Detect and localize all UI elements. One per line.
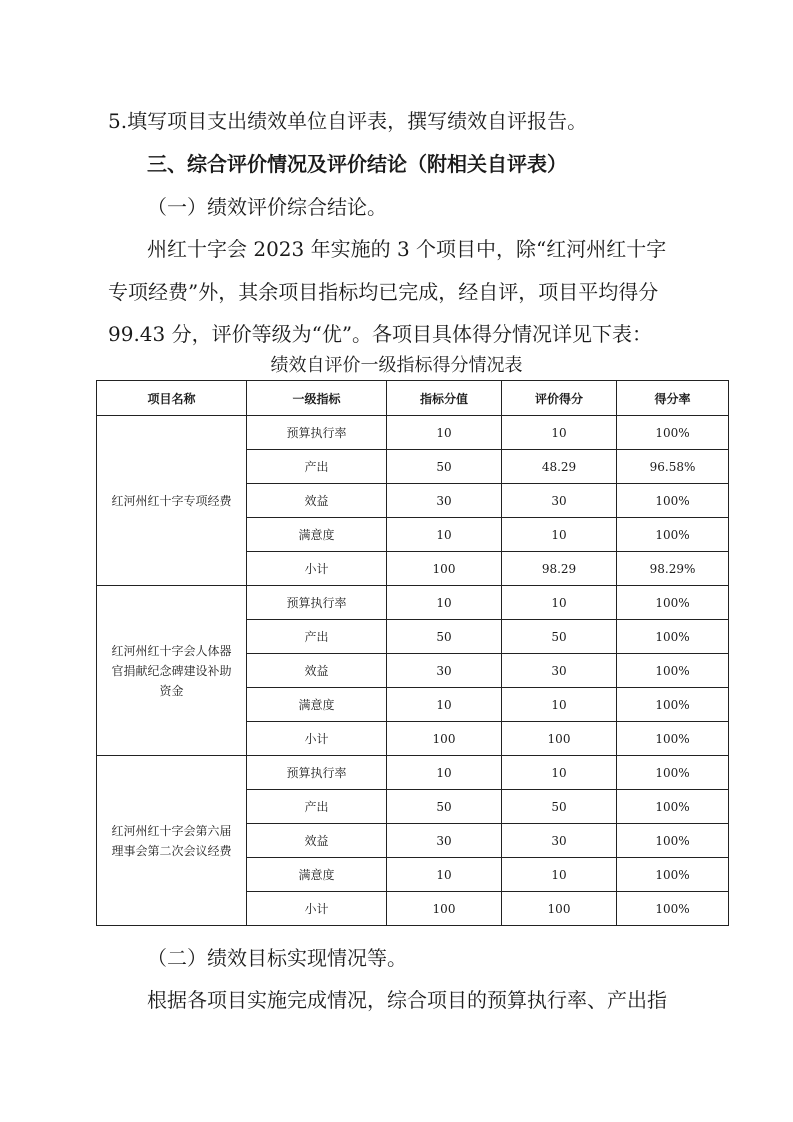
indicator-cell: 产出 bbox=[247, 450, 387, 484]
score-rate-cell: 100% bbox=[617, 620, 729, 654]
table-row bbox=[97, 756, 729, 790]
score-rate-cell: 98.29% bbox=[617, 552, 729, 586]
indicator-cell: 预算执行率 bbox=[247, 416, 387, 450]
score-value-cell: 30 bbox=[387, 654, 502, 688]
project-name-cell bbox=[97, 586, 247, 756]
score-rate-cell: 100% bbox=[617, 688, 729, 722]
indicator-cell: 小计 bbox=[247, 892, 387, 926]
header-score-rate: 得分率 bbox=[617, 381, 729, 416]
score-value-cell: 10 bbox=[387, 688, 502, 722]
eval-score-cell: 100 bbox=[502, 722, 617, 756]
score-rate-cell: 100% bbox=[617, 586, 729, 620]
eval-score-cell: 10 bbox=[502, 858, 617, 892]
indicator-cell: 满意度 bbox=[247, 688, 387, 722]
eval-score-cell: 48.29 bbox=[502, 450, 617, 484]
indicator-cell: 效益 bbox=[247, 654, 387, 688]
score-value-cell: 30 bbox=[387, 824, 502, 858]
score-value-cell: 10 bbox=[387, 518, 502, 552]
indicator-cell: 小计 bbox=[247, 722, 387, 756]
header-indicator: 一级指标 bbox=[247, 381, 387, 416]
eval-score-cell: 10 bbox=[502, 688, 617, 722]
conclusion-paragraph-line-2: 专项经费”外，其余项目指标均已完成，经自评，项目平均得分 bbox=[108, 280, 659, 304]
project-name-line: 官捐献纪念碑建设补助 bbox=[111, 663, 232, 678]
score-rate-cell: 100% bbox=[617, 484, 729, 518]
indicator-cell: 效益 bbox=[247, 484, 387, 518]
score-value-cell: 100 bbox=[387, 552, 502, 586]
score-rate-cell: 100% bbox=[617, 756, 729, 790]
score-value-cell: 100 bbox=[387, 892, 502, 926]
eval-score-cell: 30 bbox=[502, 654, 617, 688]
indicator-cell: 效益 bbox=[247, 824, 387, 858]
subsection-heading-1: （一）绩效评价综合结论。 bbox=[147, 195, 387, 219]
header-score-value: 指标分值 bbox=[387, 381, 502, 416]
score-value-cell: 10 bbox=[387, 416, 502, 450]
indicator-cell: 满意度 bbox=[247, 518, 387, 552]
eval-score-cell: 10 bbox=[502, 416, 617, 450]
section-heading-3: 三、综合评价情况及评价结论（附相关自评表） bbox=[147, 152, 567, 176]
table-row bbox=[97, 416, 729, 450]
score-value-cell: 100 bbox=[387, 722, 502, 756]
table-caption: 绩效自评价一级指标得分情况表 bbox=[270, 355, 523, 376]
conclusion-paragraph-line-1: 州红十字会 2023 年实施的 3 个项目中，除“红河州红十字 bbox=[147, 237, 667, 261]
project-name-line: 理事会第二次会议经费 bbox=[111, 843, 232, 858]
header-project-name: 项目名称 bbox=[97, 381, 247, 416]
indicator-cell: 预算执行率 bbox=[247, 586, 387, 620]
score-rate-cell: 100% bbox=[617, 824, 729, 858]
eval-score-cell: 10 bbox=[502, 586, 617, 620]
score-value-cell: 30 bbox=[387, 484, 502, 518]
project-name-cell bbox=[97, 416, 247, 586]
eval-score-cell: 98.29 bbox=[502, 552, 617, 586]
indicator-cell: 预算执行率 bbox=[247, 756, 387, 790]
project-name-line: 资金 bbox=[159, 683, 184, 698]
project-name-line: 红河州红十字会人体器 bbox=[111, 643, 232, 658]
indicator-cell: 满意度 bbox=[247, 858, 387, 892]
score-value-cell: 50 bbox=[387, 620, 502, 654]
eval-score-cell: 10 bbox=[502, 756, 617, 790]
indicator-cell: 产出 bbox=[247, 790, 387, 824]
project-name-line: 红河州红十字专项经费 bbox=[111, 493, 232, 508]
score-table bbox=[96, 380, 729, 926]
indicator-cell: 产出 bbox=[247, 620, 387, 654]
score-value-cell: 10 bbox=[387, 586, 502, 620]
body-paragraph-start: 根据各项目实施完成情况，综合项目的预算执行率、产出指 bbox=[147, 988, 667, 1012]
subsection-heading-2: （二）绩效目标实现情况等。 bbox=[147, 946, 407, 970]
eval-score-cell: 50 bbox=[502, 790, 617, 824]
score-rate-cell: 100% bbox=[617, 892, 729, 926]
score-rate-cell: 100% bbox=[617, 654, 729, 688]
score-rate-cell: 100% bbox=[617, 790, 729, 824]
eval-score-cell: 10 bbox=[502, 518, 617, 552]
score-rate-cell: 100% bbox=[617, 858, 729, 892]
score-rate-cell: 100% bbox=[617, 518, 729, 552]
conclusion-paragraph-line-3: 99.43 分，评价等级为“优”。各项目具体得分情况详见下表： bbox=[108, 322, 653, 346]
header-eval-score: 评价得分 bbox=[502, 381, 617, 416]
eval-score-cell: 30 bbox=[502, 824, 617, 858]
project-name-line: 红河州红十字会第六届 bbox=[111, 823, 232, 838]
score-value-cell: 10 bbox=[387, 756, 502, 790]
project-name-cell bbox=[97, 756, 247, 926]
score-rate-cell: 100% bbox=[617, 416, 729, 450]
score-rate-cell: 100% bbox=[617, 722, 729, 756]
paragraph-item-5: 5.填写项目支出绩效单位自评表，撰写绩效自评报告。 bbox=[108, 109, 588, 133]
score-value-cell: 50 bbox=[387, 790, 502, 824]
eval-score-cell: 50 bbox=[502, 620, 617, 654]
score-value-cell: 50 bbox=[387, 450, 502, 484]
eval-score-cell: 100 bbox=[502, 892, 617, 926]
score-value-cell: 10 bbox=[387, 858, 502, 892]
indicator-cell: 小计 bbox=[247, 552, 387, 586]
table-header-row bbox=[97, 381, 729, 416]
eval-score-cell: 30 bbox=[502, 484, 617, 518]
table-row bbox=[97, 586, 729, 620]
score-rate-cell: 96.58% bbox=[617, 450, 729, 484]
